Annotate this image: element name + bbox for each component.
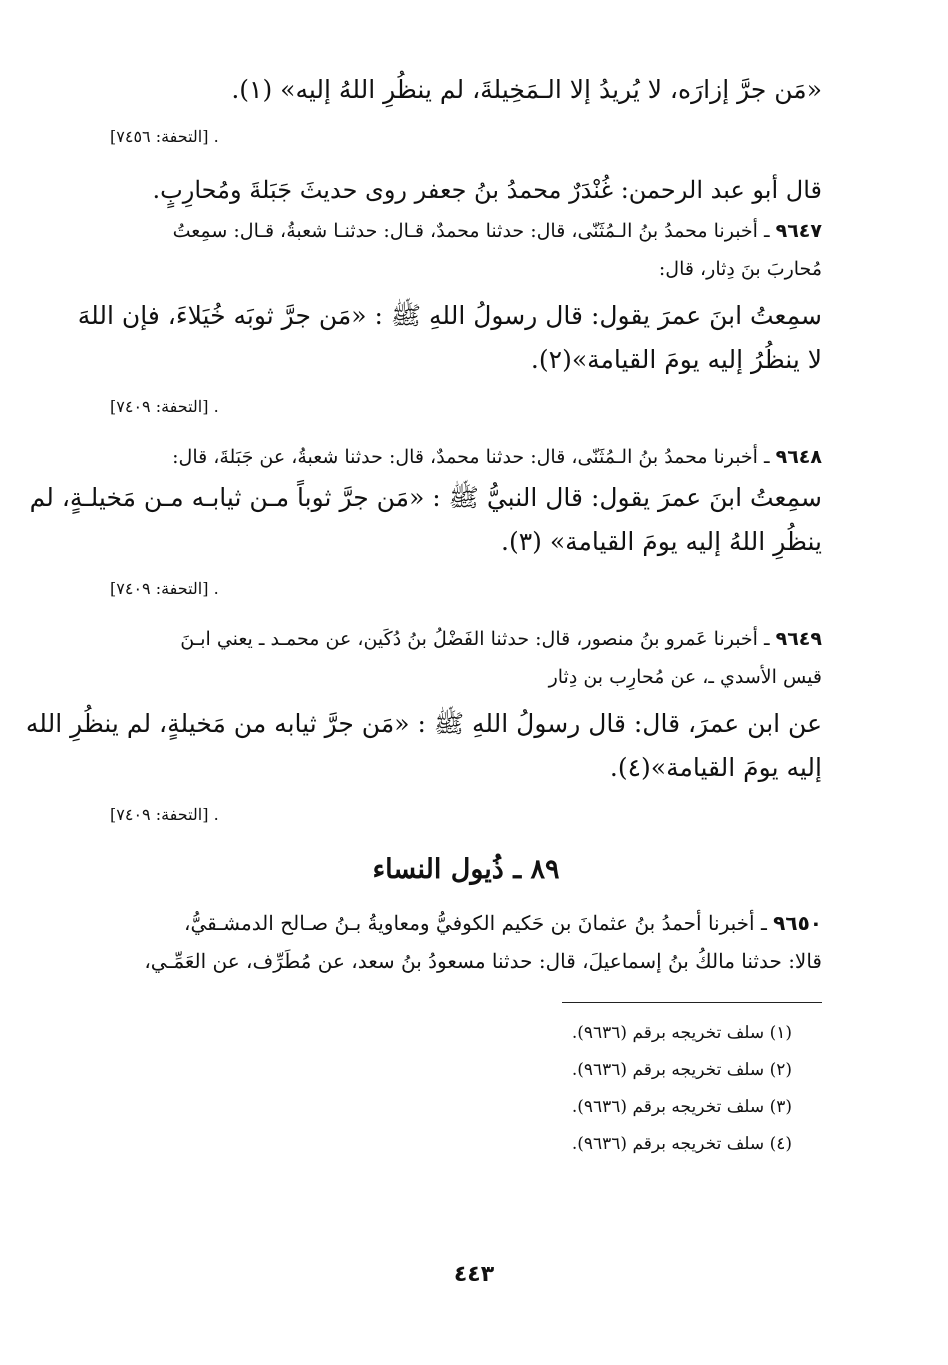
footnote: (٣) سلف تخريجه برقم (٩٦٣٦). <box>571 1097 792 1117</box>
page-body <box>25 60 822 1163</box>
isnad-text: ـ أخبرنا محمدُ بنُ الـمُثَنّى، قال: حدثنا محمدٌ، قال: حدثنا شعبةُ، عن جَبَلةَ، قال: <box>172 446 776 468</box>
matn-text: ينظُرِ اللهُ إليه يومَ القيامة» (٣). <box>501 527 822 556</box>
hadith-number: ٩٦٥٠ <box>773 911 822 935</box>
isnad-text: قالا: حدثنا مالكُ بنُ إسماعيلَ، قال: حدثنا مسعودُ بنُ سعد، عن مُطَرِّف، عن العَمِّـي، <box>144 949 822 973</box>
editor-note: قال أبو عبد الرحمن: غُنْدَرٌ محمدُ بنُ جعفر روى حديثَ جَبَلةَ ومُحارِبٍ. <box>152 176 822 204</box>
chapter-heading: ٨٩ ـ ذُيول النساء <box>372 854 560 885</box>
hadith-isnad <box>110 212 822 250</box>
hadith-isnad <box>110 438 822 476</box>
page-number: ٤٤٣ <box>453 1262 495 1287</box>
footnote: (١) سلف تخريجه برقم (٩٦٣٦). <box>571 1023 792 1043</box>
matn-text: سمِعتُ ابنَ عمرَ يقول: قال النبيُّ ﷺ : «مَن جرَّ ثوباً مـن ثيابـه مـن مَخيلـةٍ، لم <box>29 483 822 512</box>
hadith-number: ٩٦٤٨ <box>775 446 822 468</box>
isnad-text: مُحاربَ بنَ دِثار، قال: <box>658 258 822 280</box>
matn-text: سمِعتُ ابنَ عمرَ يقول: قال رسولُ اللهِ ﷺ : «مَن جرَّ ثوبَه خُيَلاءَ، فإن اللهَ <box>77 301 822 330</box>
matn-text: عن ابن عمرَ، قال: قال رسولُ اللهِ ﷺ : «مَن جرَّ ثيابه من مَخيلةٍ، لم ينظُرِ الله <box>25 709 822 738</box>
footnote: (٤) سلف تخريجه برقم (٩٦٣٦). <box>571 1134 792 1154</box>
hadith-isnad <box>110 620 822 658</box>
isnad-text: قيس الأسدي ـ، عن مُحارِب بن دِثار <box>548 666 822 688</box>
isnad-text: ـ أخبرنا محمدُ بنُ الـمُثَنّى، قال: حدثنا محمدٌ، قـال: حدثنـا شعبةُ، قـال: سمِعتُ <box>172 220 776 242</box>
isnad-text: ـ أخبرنا أحمدُ بنُ عثمانَ بن حَكيم الكوفيُّ ومعاويةُ بـنُ صـالح الدمشـقيُّ، <box>184 911 774 935</box>
tuhfa-reference: [التحفة: ٧٤٥٦] . <box>110 127 219 146</box>
matn-text: إليه يومَ القيامة»(٤). <box>609 753 822 782</box>
tuhfa-reference: [التحفة: ٧٤٠٩] . <box>110 805 219 824</box>
tuhfa-reference: [التحفة: ٧٤٠٩] . <box>110 397 219 416</box>
matn-text: لا ينظُرُ إليه يومَ القيامة»(٢). <box>530 345 822 374</box>
hadith-line: «مَن جرَّ إزارَه، لا يُريدُ إلا الـمَخِيلةَ، لم ينظُرِ اللهُ إليه» (١). <box>231 75 822 104</box>
hadith-number: ٩٦٤٩ <box>775 628 822 650</box>
hadith-isnad <box>110 904 822 942</box>
footnote: (٢) سلف تخريجه برقم (٩٦٣٦). <box>571 1060 792 1080</box>
hadith-number: ٩٦٤٧ <box>775 220 822 242</box>
tuhfa-reference: [التحفة: ٧٤٠٩] . <box>110 579 219 598</box>
isnad-text: ـ أخبرنا عَمرو بنُ منصور، قال: حدثنا الفَضْلُ بنُ دُكَين، عن محمـد ـ يعني ابـنَ <box>180 628 776 650</box>
footnote-divider <box>562 1002 822 1003</box>
